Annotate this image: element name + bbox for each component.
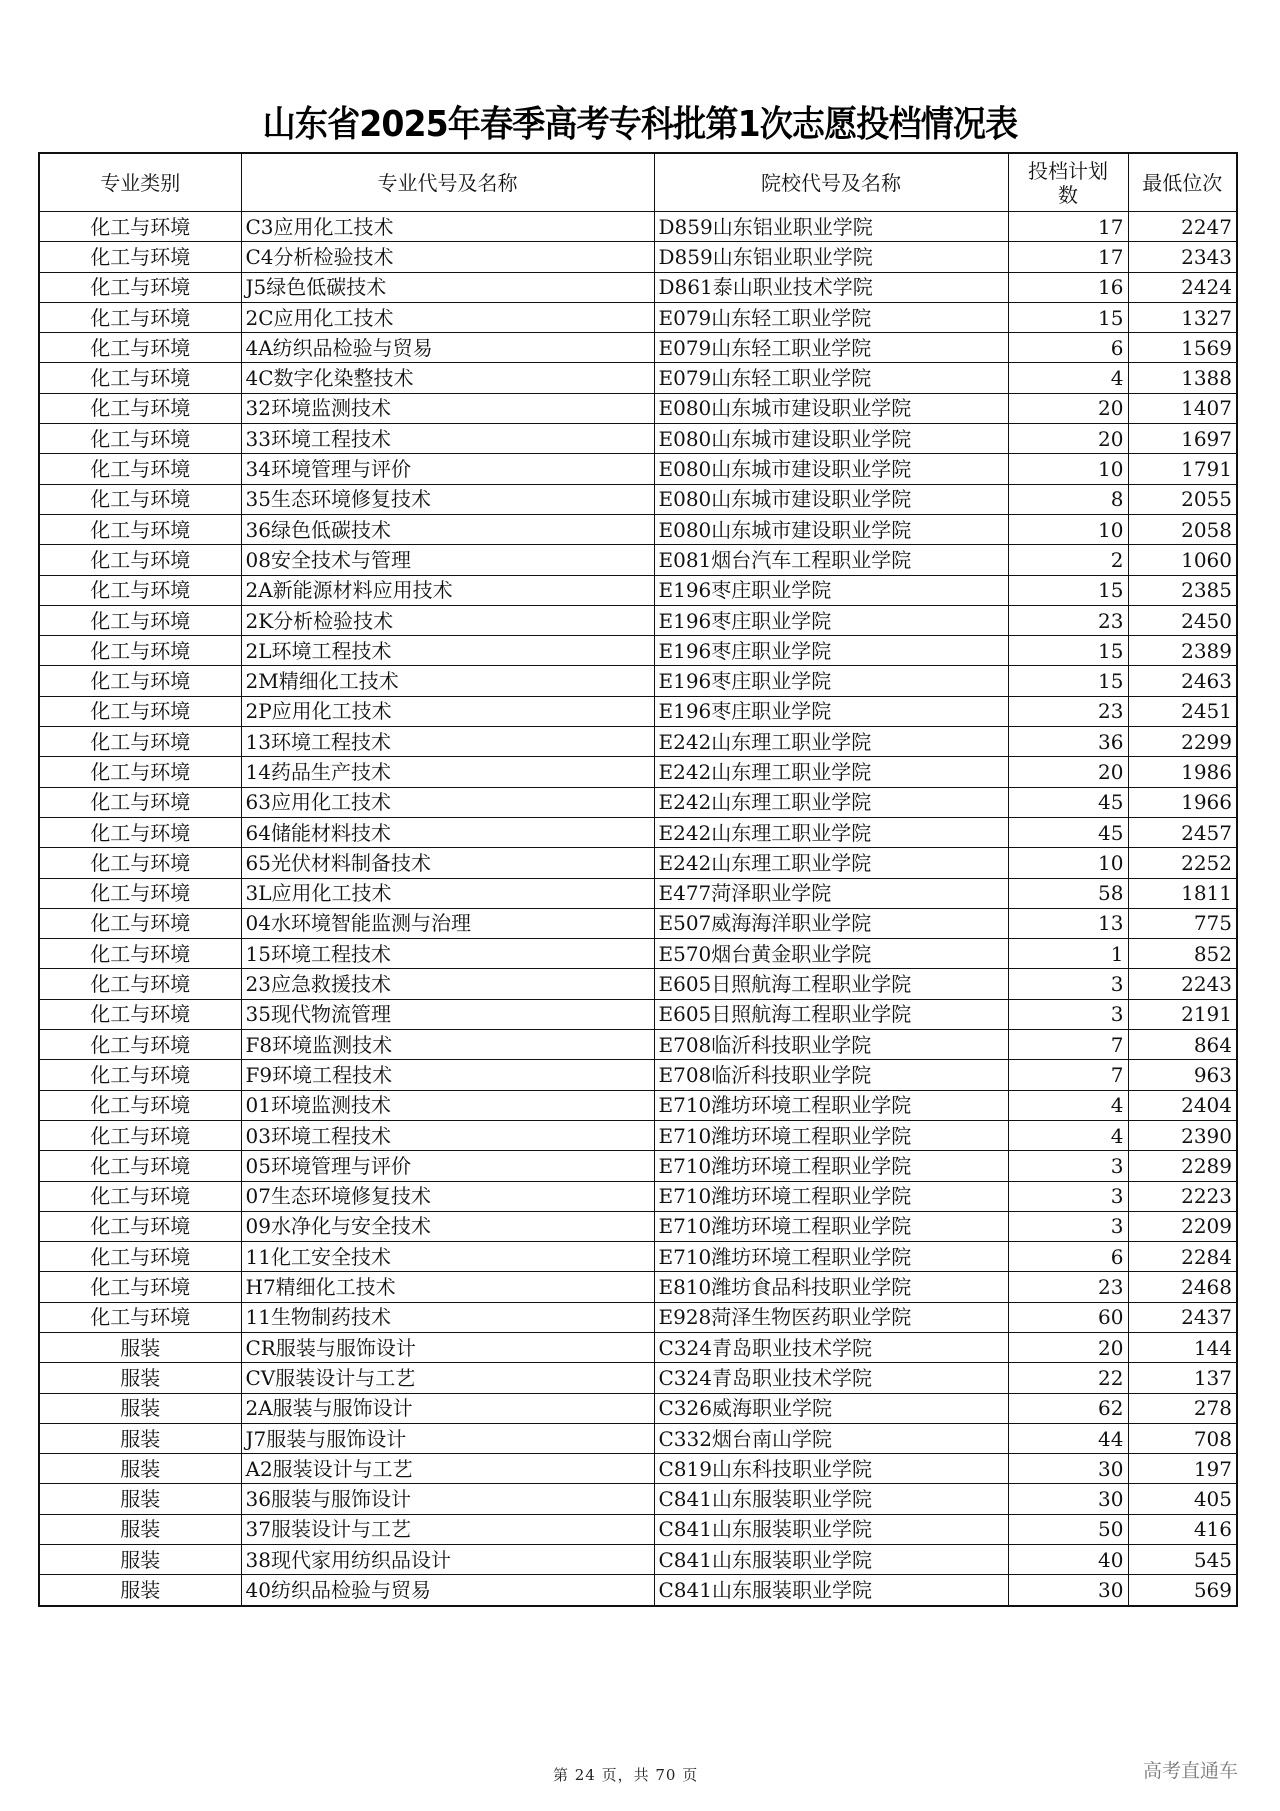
- cell-plan-count: 3: [1008, 969, 1128, 999]
- cell-min-rank: 2247: [1128, 212, 1237, 242]
- cell-school-code-name: E080山东城市建设职业学院: [654, 484, 1008, 514]
- cell-min-rank: 2055: [1128, 484, 1237, 514]
- cell-major-category: 化工与环境: [39, 272, 241, 302]
- table-row: [39, 696, 1237, 726]
- cell-major-category: 化工与环境: [39, 636, 241, 666]
- cell-plan-count: 4: [1008, 1120, 1128, 1150]
- header-plan-count: [1008, 153, 1128, 212]
- cell-school-code-name: E710潍坊环境工程职业学院: [654, 1181, 1008, 1211]
- cell-major-code-name: 11生物制药技术: [241, 1302, 654, 1332]
- header-min-rank: 最低位次: [1128, 153, 1237, 212]
- cell-plan-count: 4: [1008, 363, 1128, 393]
- cell-plan-count: 13: [1008, 908, 1128, 938]
- cell-plan-count: 10: [1008, 848, 1128, 878]
- table-row: [39, 787, 1237, 817]
- table-row: [39, 1393, 1237, 1423]
- cell-min-rank: 1327: [1128, 302, 1237, 332]
- cell-school-code-name: E080山东城市建设职业学院: [654, 424, 1008, 454]
- cell-major-code-name: 01环境监测技术: [241, 1090, 654, 1120]
- table-row: [39, 1454, 1237, 1484]
- cell-major-category: 服装: [39, 1393, 241, 1423]
- cell-min-rank: 1791: [1128, 454, 1237, 484]
- cell-min-rank: 2437: [1128, 1302, 1237, 1332]
- cell-major-category: 化工与环境: [39, 484, 241, 514]
- cell-major-code-name: 11化工安全技术: [241, 1242, 654, 1272]
- cell-school-code-name: E810潍坊食品科技职业学院: [654, 1272, 1008, 1302]
- cell-min-rank: 416: [1128, 1514, 1237, 1544]
- cell-min-rank: 405: [1128, 1484, 1237, 1514]
- cell-school-code-name: E477菏泽职业学院: [654, 878, 1008, 908]
- cell-major-code-name: CR服装与服饰设计: [241, 1332, 654, 1362]
- cell-major-code-name: A2服装设计与工艺: [241, 1454, 654, 1484]
- cell-major-code-name: 08安全技术与管理: [241, 545, 654, 575]
- cell-major-code-name: 34环境管理与评价: [241, 454, 654, 484]
- table-row: [39, 605, 1237, 635]
- cell-school-code-name: E710潍坊环境工程职业学院: [654, 1242, 1008, 1272]
- table-row: [39, 333, 1237, 363]
- cell-plan-count: 40: [1008, 1545, 1128, 1575]
- cell-major-category: 服装: [39, 1332, 241, 1362]
- cell-plan-count: 23: [1008, 1272, 1128, 1302]
- cell-plan-count: 15: [1008, 302, 1128, 332]
- cell-plan-count: 17: [1008, 212, 1128, 242]
- cell-major-category: 化工与环境: [39, 393, 241, 423]
- table-header-row: [39, 153, 1237, 212]
- cell-school-code-name: E196枣庄职业学院: [654, 696, 1008, 726]
- cell-school-code-name: E570烟台黄金职业学院: [654, 939, 1008, 969]
- cell-plan-count: 2: [1008, 545, 1128, 575]
- cell-min-rank: 2299: [1128, 727, 1237, 757]
- cell-major-code-name: 38现代家用纺织品设计: [241, 1545, 654, 1575]
- table-row: [39, 1090, 1237, 1120]
- admission-table: [38, 152, 1238, 1607]
- cell-plan-count: 8: [1008, 484, 1128, 514]
- cell-major-category: 服装: [39, 1545, 241, 1575]
- cell-major-category: 化工与环境: [39, 878, 241, 908]
- cell-min-rank: 1569: [1128, 333, 1237, 363]
- cell-min-rank: 2463: [1128, 666, 1237, 696]
- cell-major-category: 服装: [39, 1575, 241, 1606]
- cell-plan-count: 6: [1008, 333, 1128, 363]
- cell-major-code-name: 2A服装与服饰设计: [241, 1393, 654, 1423]
- table-row: [39, 545, 1237, 575]
- cell-major-code-name: 4C数字化染整技术: [241, 363, 654, 393]
- cell-plan-count: 36: [1008, 727, 1128, 757]
- cell-major-category: 化工与环境: [39, 757, 241, 787]
- watermark: 高考直通车: [1143, 1760, 1239, 1782]
- cell-major-code-name: J5绿色低碳技术: [241, 272, 654, 302]
- cell-major-code-name: 14药品生产技术: [241, 757, 654, 787]
- cell-plan-count: 45: [1008, 787, 1128, 817]
- cell-major-category: 化工与环境: [39, 333, 241, 363]
- cell-min-rank: 2450: [1128, 605, 1237, 635]
- table-row: [39, 212, 1237, 242]
- table-row: [39, 727, 1237, 757]
- cell-school-code-name: C819山东科技职业学院: [654, 1454, 1008, 1484]
- cell-plan-count: 60: [1008, 1302, 1128, 1332]
- cell-major-code-name: 2A新能源材料应用技术: [241, 575, 654, 605]
- cell-school-code-name: E605日照航海工程职业学院: [654, 999, 1008, 1029]
- cell-major-code-name: 2C应用化工技术: [241, 302, 654, 332]
- cell-major-category: 化工与环境: [39, 1060, 241, 1090]
- cell-major-category: 化工与环境: [39, 1151, 241, 1181]
- header-major-category: 专业类别: [39, 153, 241, 212]
- cell-school-code-name: E242山东理工职业学院: [654, 817, 1008, 847]
- header-school-code-name: 院校代号及名称: [654, 153, 1008, 212]
- table-row: [39, 454, 1237, 484]
- cell-school-code-name: E196枣庄职业学院: [654, 575, 1008, 605]
- cell-min-rank: 197: [1128, 1454, 1237, 1484]
- cell-major-category: 化工与环境: [39, 908, 241, 938]
- cell-plan-count: 3: [1008, 999, 1128, 1029]
- cell-major-category: 服装: [39, 1514, 241, 1544]
- cell-major-category: 化工与环境: [39, 605, 241, 635]
- cell-major-code-name: 40纺织品检验与贸易: [241, 1575, 654, 1606]
- cell-school-code-name: E507威海海洋职业学院: [654, 908, 1008, 938]
- cell-major-code-name: 05环境管理与评价: [241, 1151, 654, 1181]
- table-row: [39, 424, 1237, 454]
- table-row: [39, 1242, 1237, 1272]
- cell-major-category: 化工与环境: [39, 454, 241, 484]
- table-row: [39, 636, 1237, 666]
- table-row: [39, 393, 1237, 423]
- cell-min-rank: 1986: [1128, 757, 1237, 787]
- table-row: [39, 817, 1237, 847]
- cell-min-rank: 775: [1128, 908, 1237, 938]
- cell-plan-count: 62: [1008, 1393, 1128, 1423]
- cell-major-category: 化工与环境: [39, 575, 241, 605]
- cell-school-code-name: C326威海职业学院: [654, 1393, 1008, 1423]
- table-row: [39, 1363, 1237, 1393]
- cell-major-code-name: F9环境工程技术: [241, 1060, 654, 1090]
- cell-major-category: 服装: [39, 1423, 241, 1453]
- cell-plan-count: 45: [1008, 817, 1128, 847]
- cell-school-code-name: C324青岛职业技术学院: [654, 1332, 1008, 1362]
- cell-major-code-name: 13环境工程技术: [241, 727, 654, 757]
- cell-plan-count: 30: [1008, 1484, 1128, 1514]
- cell-plan-count: 1: [1008, 939, 1128, 969]
- cell-plan-count: 50: [1008, 1514, 1128, 1544]
- cell-major-code-name: 63应用化工技术: [241, 787, 654, 817]
- cell-school-code-name: E708临沂科技职业学院: [654, 1030, 1008, 1060]
- cell-major-code-name: 2M精细化工技术: [241, 666, 654, 696]
- table-row: [39, 575, 1237, 605]
- cell-major-code-name: J7服装与服饰设计: [241, 1423, 654, 1453]
- cell-major-code-name: 64储能材料技术: [241, 817, 654, 847]
- cell-major-category: 化工与环境: [39, 1242, 241, 1272]
- table-row: [39, 1211, 1237, 1241]
- cell-min-rank: 2468: [1128, 1272, 1237, 1302]
- cell-major-code-name: 33环境工程技术: [241, 424, 654, 454]
- cell-school-code-name: D859山东铝业职业学院: [654, 212, 1008, 242]
- table-row: [39, 1545, 1237, 1575]
- cell-major-code-name: 2L环境工程技术: [241, 636, 654, 666]
- cell-min-rank: 1388: [1128, 363, 1237, 393]
- cell-school-code-name: E710潍坊环境工程职业学院: [654, 1120, 1008, 1150]
- table-row: [39, 1484, 1237, 1514]
- cell-major-category: 化工与环境: [39, 363, 241, 393]
- cell-plan-count: 44: [1008, 1423, 1128, 1453]
- table-row: [39, 1060, 1237, 1090]
- cell-major-category: 服装: [39, 1484, 241, 1514]
- cell-major-code-name: 3L应用化工技术: [241, 878, 654, 908]
- cell-school-code-name: E080山东城市建设职业学院: [654, 514, 1008, 544]
- cell-plan-count: 15: [1008, 666, 1128, 696]
- cell-plan-count: 58: [1008, 878, 1128, 908]
- cell-major-code-name: 37服装设计与工艺: [241, 1514, 654, 1544]
- cell-major-category: 化工与环境: [39, 1120, 241, 1150]
- cell-major-code-name: 2K分析检验技术: [241, 605, 654, 635]
- cell-major-code-name: 03环境工程技术: [241, 1120, 654, 1150]
- cell-school-code-name: C841山东服装职业学院: [654, 1484, 1008, 1514]
- cell-major-code-name: 36绿色低碳技术: [241, 514, 654, 544]
- table-row: [39, 242, 1237, 272]
- table-row: [39, 514, 1237, 544]
- cell-plan-count: 16: [1008, 272, 1128, 302]
- cell-major-category: 化工与环境: [39, 817, 241, 847]
- cell-school-code-name: E710潍坊环境工程职业学院: [654, 1090, 1008, 1120]
- table-row: [39, 848, 1237, 878]
- cell-plan-count: 6: [1008, 1242, 1128, 1272]
- cell-major-category: 化工与环境: [39, 242, 241, 272]
- cell-school-code-name: E708临沂科技职业学院: [654, 1060, 1008, 1090]
- header-plan-count-label: 投档计划数: [1028, 158, 1108, 207]
- cell-min-rank: 2243: [1128, 969, 1237, 999]
- cell-plan-count: 20: [1008, 424, 1128, 454]
- cell-school-code-name: C841山东服装职业学院: [654, 1514, 1008, 1544]
- cell-major-code-name: C3应用化工技术: [241, 212, 654, 242]
- cell-min-rank: 2223: [1128, 1181, 1237, 1211]
- cell-plan-count: 23: [1008, 605, 1128, 635]
- cell-major-category: 化工与环境: [39, 696, 241, 726]
- cell-school-code-name: E242山东理工职业学院: [654, 848, 1008, 878]
- table-row: [39, 1120, 1237, 1150]
- table-row: [39, 1302, 1237, 1332]
- cell-plan-count: 20: [1008, 1332, 1128, 1362]
- table-row: [39, 1332, 1237, 1362]
- cell-school-code-name: E242山东理工职业学院: [654, 787, 1008, 817]
- cell-major-code-name: 07生态环境修复技术: [241, 1181, 654, 1211]
- cell-plan-count: 15: [1008, 636, 1128, 666]
- cell-min-rank: 2390: [1128, 1120, 1237, 1150]
- cell-school-code-name: E196枣庄职业学院: [654, 666, 1008, 696]
- cell-plan-count: 3: [1008, 1151, 1128, 1181]
- cell-min-rank: 2289: [1128, 1151, 1237, 1181]
- cell-plan-count: 20: [1008, 757, 1128, 787]
- cell-major-category: 化工与环境: [39, 212, 241, 242]
- cell-school-code-name: C324青岛职业技术学院: [654, 1363, 1008, 1393]
- cell-plan-count: 20: [1008, 393, 1128, 423]
- table-row: [39, 1181, 1237, 1211]
- cell-plan-count: 7: [1008, 1060, 1128, 1090]
- cell-min-rank: 1966: [1128, 787, 1237, 817]
- cell-major-code-name: 65光伏材料制备技术: [241, 848, 654, 878]
- document-title: 山东省2025年春季高考专科批第1次志愿投档情况表: [262, 104, 1018, 145]
- cell-plan-count: 15: [1008, 575, 1128, 605]
- table-row: [39, 1151, 1237, 1181]
- cell-min-rank: 2191: [1128, 999, 1237, 1029]
- cell-school-code-name: E079山东轻工职业学院: [654, 302, 1008, 332]
- cell-min-rank: 2385: [1128, 575, 1237, 605]
- table-row: [39, 1575, 1237, 1606]
- cell-min-rank: 137: [1128, 1363, 1237, 1393]
- cell-school-code-name: C841山东服装职业学院: [654, 1575, 1008, 1606]
- cell-min-rank: 1811: [1128, 878, 1237, 908]
- cell-plan-count: 7: [1008, 1030, 1128, 1060]
- cell-min-rank: 1060: [1128, 545, 1237, 575]
- table-row: [39, 878, 1237, 908]
- cell-major-code-name: 35现代物流管理: [241, 999, 654, 1029]
- cell-min-rank: 963: [1128, 1060, 1237, 1090]
- cell-min-rank: 278: [1128, 1393, 1237, 1423]
- cell-school-code-name: E080山东城市建设职业学院: [654, 393, 1008, 423]
- cell-school-code-name: E196枣庄职业学院: [654, 636, 1008, 666]
- cell-school-code-name: C841山东服装职业学院: [654, 1545, 1008, 1575]
- page-indicator: 第 24 页，共 70 页: [553, 1766, 699, 1784]
- table-row: [39, 1272, 1237, 1302]
- cell-major-category: 化工与环境: [39, 1302, 241, 1332]
- cell-plan-count: 4: [1008, 1090, 1128, 1120]
- cell-major-category: 服装: [39, 1454, 241, 1484]
- cell-min-rank: 2451: [1128, 696, 1237, 726]
- cell-min-rank: 2343: [1128, 242, 1237, 272]
- cell-plan-count: 3: [1008, 1181, 1128, 1211]
- cell-school-code-name: E710潍坊环境工程职业学院: [654, 1211, 1008, 1241]
- cell-school-code-name: E242山东理工职业学院: [654, 727, 1008, 757]
- cell-major-code-name: F8环境监测技术: [241, 1030, 654, 1060]
- cell-major-code-name: 2P应用化工技术: [241, 696, 654, 726]
- cell-school-code-name: D859山东铝业职业学院: [654, 242, 1008, 272]
- table-row: [39, 363, 1237, 393]
- cell-major-category: 化工与环境: [39, 1181, 241, 1211]
- cell-plan-count: 22: [1008, 1363, 1128, 1393]
- cell-plan-count: 10: [1008, 514, 1128, 544]
- cell-major-category: 化工与环境: [39, 1272, 241, 1302]
- cell-major-category: 化工与环境: [39, 666, 241, 696]
- cell-min-rank: 852: [1128, 939, 1237, 969]
- cell-major-code-name: C4分析检验技术: [241, 242, 654, 272]
- table-row: [39, 999, 1237, 1029]
- cell-min-rank: 2424: [1128, 272, 1237, 302]
- cell-school-code-name: E081烟台汽车工程职业学院: [654, 545, 1008, 575]
- cell-school-code-name: E079山东轻工职业学院: [654, 333, 1008, 363]
- cell-major-code-name: 15环境工程技术: [241, 939, 654, 969]
- cell-plan-count: 10: [1008, 454, 1128, 484]
- cell-major-code-name: H7精细化工技术: [241, 1272, 654, 1302]
- table-row: [39, 908, 1237, 938]
- cell-min-rank: 2457: [1128, 817, 1237, 847]
- cell-school-code-name: D861泰山职业技术学院: [654, 272, 1008, 302]
- table-row: [39, 757, 1237, 787]
- cell-major-category: 化工与环境: [39, 969, 241, 999]
- cell-min-rank: 708: [1128, 1423, 1237, 1453]
- cell-school-code-name: E710潍坊环境工程职业学院: [654, 1151, 1008, 1181]
- cell-min-rank: 2284: [1128, 1242, 1237, 1272]
- table-row: [39, 1423, 1237, 1453]
- cell-major-category: 化工与环境: [39, 302, 241, 332]
- cell-major-category: 服装: [39, 1363, 241, 1393]
- cell-school-code-name: E242山东理工职业学院: [654, 757, 1008, 787]
- cell-plan-count: 23: [1008, 696, 1128, 726]
- cell-major-category: 化工与环境: [39, 1090, 241, 1120]
- cell-major-code-name: 23应急救援技术: [241, 969, 654, 999]
- table-row: [39, 302, 1237, 332]
- cell-school-code-name: E928菏泽生物医药职业学院: [654, 1302, 1008, 1332]
- table-row: [39, 484, 1237, 514]
- cell-min-rank: 864: [1128, 1030, 1237, 1060]
- cell-min-rank: 2209: [1128, 1211, 1237, 1241]
- table-row: [39, 1030, 1237, 1060]
- cell-major-category: 化工与环境: [39, 1211, 241, 1241]
- cell-min-rank: 545: [1128, 1545, 1237, 1575]
- cell-major-category: 化工与环境: [39, 1030, 241, 1060]
- cell-min-rank: 2058: [1128, 514, 1237, 544]
- header-major-code-name: 专业代号及名称: [241, 153, 654, 212]
- cell-school-code-name: E196枣庄职业学院: [654, 605, 1008, 635]
- cell-major-category: 化工与环境: [39, 939, 241, 969]
- cell-major-category: 化工与环境: [39, 424, 241, 454]
- cell-plan-count: 3: [1008, 1211, 1128, 1241]
- cell-min-rank: 1407: [1128, 393, 1237, 423]
- cell-major-code-name: 32环境监测技术: [241, 393, 654, 423]
- cell-min-rank: 569: [1128, 1575, 1237, 1606]
- table-row: [39, 1514, 1237, 1544]
- table-row: [39, 969, 1237, 999]
- cell-major-code-name: 4A纺织品检验与贸易: [241, 333, 654, 363]
- cell-min-rank: 2389: [1128, 636, 1237, 666]
- cell-major-category: 化工与环境: [39, 514, 241, 544]
- cell-school-code-name: E080山东城市建设职业学院: [654, 454, 1008, 484]
- cell-plan-count: 30: [1008, 1575, 1128, 1606]
- cell-min-rank: 144: [1128, 1332, 1237, 1362]
- cell-school-code-name: E605日照航海工程职业学院: [654, 969, 1008, 999]
- cell-min-rank: 1697: [1128, 424, 1237, 454]
- cell-school-code-name: E079山东轻工职业学院: [654, 363, 1008, 393]
- cell-major-code-name: 04水环境智能监测与治理: [241, 908, 654, 938]
- table-row: [39, 939, 1237, 969]
- table-row: [39, 272, 1237, 302]
- cell-major-category: 化工与环境: [39, 787, 241, 817]
- cell-major-category: 化工与环境: [39, 999, 241, 1029]
- cell-major-code-name: 35生态环境修复技术: [241, 484, 654, 514]
- cell-major-category: 化工与环境: [39, 727, 241, 757]
- cell-major-code-name: 09水净化与安全技术: [241, 1211, 654, 1241]
- cell-major-code-name: CV服装设计与工艺: [241, 1363, 654, 1393]
- cell-min-rank: 2404: [1128, 1090, 1237, 1120]
- table-body: [39, 212, 1237, 1606]
- cell-major-code-name: 36服装与服饰设计: [241, 1484, 654, 1514]
- cell-min-rank: 2252: [1128, 848, 1237, 878]
- table-row: [39, 666, 1237, 696]
- cell-major-category: 化工与环境: [39, 545, 241, 575]
- cell-school-code-name: C332烟台南山学院: [654, 1423, 1008, 1453]
- cell-plan-count: 30: [1008, 1454, 1128, 1484]
- cell-plan-count: 17: [1008, 242, 1128, 272]
- cell-major-category: 化工与环境: [39, 848, 241, 878]
